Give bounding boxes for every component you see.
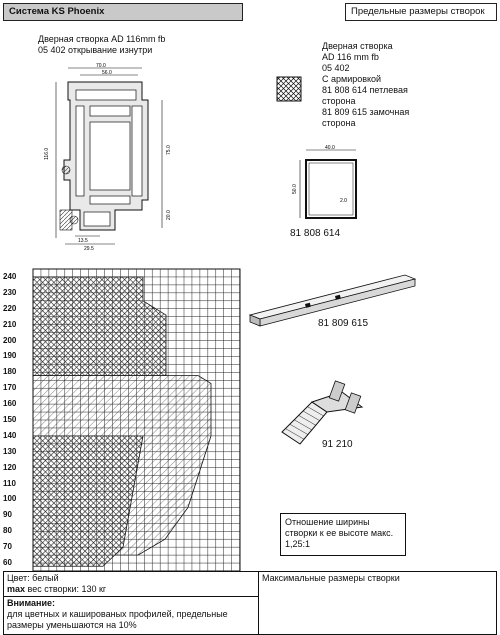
y-tick-label: 240 [3,271,17,281]
y-tick-label: 100 [3,494,17,504]
color-text: Цвет: белый [7,573,59,583]
ratio-note: Отношение ширины створки к ее высоте макс. 1,25:1 [280,513,406,556]
sash-size-limits-chart [3,265,241,572]
y-tick-label: 200 [3,335,17,345]
y-tick-label: 130 [3,446,17,456]
y-tick-label: 160 [3,399,17,409]
y-tick-label: 170 [3,383,17,393]
reinforcement-1-code: 81 808 614 [290,228,341,239]
system-title: Система KS Phoenix [3,3,243,21]
y-tick-label: 70 [3,542,12,552]
max-weight-text: вес створки: 130 кг [25,584,107,594]
footer-table [3,571,497,635]
reinforcement-bar-drawing [245,270,425,340]
attention-text: для цветных и кашированых профилей, предельные размеры уменьшаются на 10% [7,609,228,630]
y-tick-label: 150 [3,415,17,424]
dim-top-inner: 56.0 [102,70,112,76]
profile-caption: Дверная створка AD 116mm fb 05 402 открывание изнутри [38,34,166,55]
reinforcement-wall: 2.0 [340,198,347,204]
profile-cross-section-drawing [20,60,190,250]
material-description: Дверная створка AD 116 mm fb 05 402 С армировкой 81 808 614 петлевая сторона 81 809 615 замочная сторона [322,41,410,128]
dim-top-total: 70.0 [96,63,106,69]
y-tick-label: 220 [3,303,17,313]
max-sizes-text: Максимальные размеры створки [262,573,400,583]
y-tick-label: 210 [3,319,17,329]
reinforcement-width: 40.0 [325,145,335,151]
reinforcement-height: 50.0 [292,184,298,194]
max-sizes-cell [259,572,497,635]
dim-height-total: 116.0 [44,147,50,160]
dim-lower: 20.0 [166,210,172,220]
y-tick-label: 230 [3,287,17,297]
attention-cell [4,597,259,635]
reinforcement-legend-swatch [276,76,302,102]
dim-height-inner: 75.0 [166,145,172,155]
max-label: max [7,584,26,594]
dim-bottom-b: 29.5 [84,246,94,250]
y-tick-label: 180 [3,367,17,377]
y-tick-label: 140 [3,430,17,440]
y-tick-label: 90 [3,510,12,520]
footer-specs [4,572,259,597]
max-weight-row [7,584,255,595]
y-tick-label: 120 [3,462,17,472]
connector-code: 91 210 [322,439,353,450]
reinforcement-2-code: 81 809 615 [318,318,369,329]
document-title: Предельные размеры створок [345,3,497,21]
reinforcement-section-drawing [292,144,372,226]
y-tick-label: 80 [3,526,12,536]
y-tick-label: 110 [3,478,16,488]
y-tick-label: 60 [3,558,12,568]
y-tick-label: 190 [3,351,17,361]
attention-title: Внимание: [7,598,55,608]
permitted-region-reinforced-upper [33,277,166,376]
dim-bottom-a: 13.5 [78,238,88,244]
